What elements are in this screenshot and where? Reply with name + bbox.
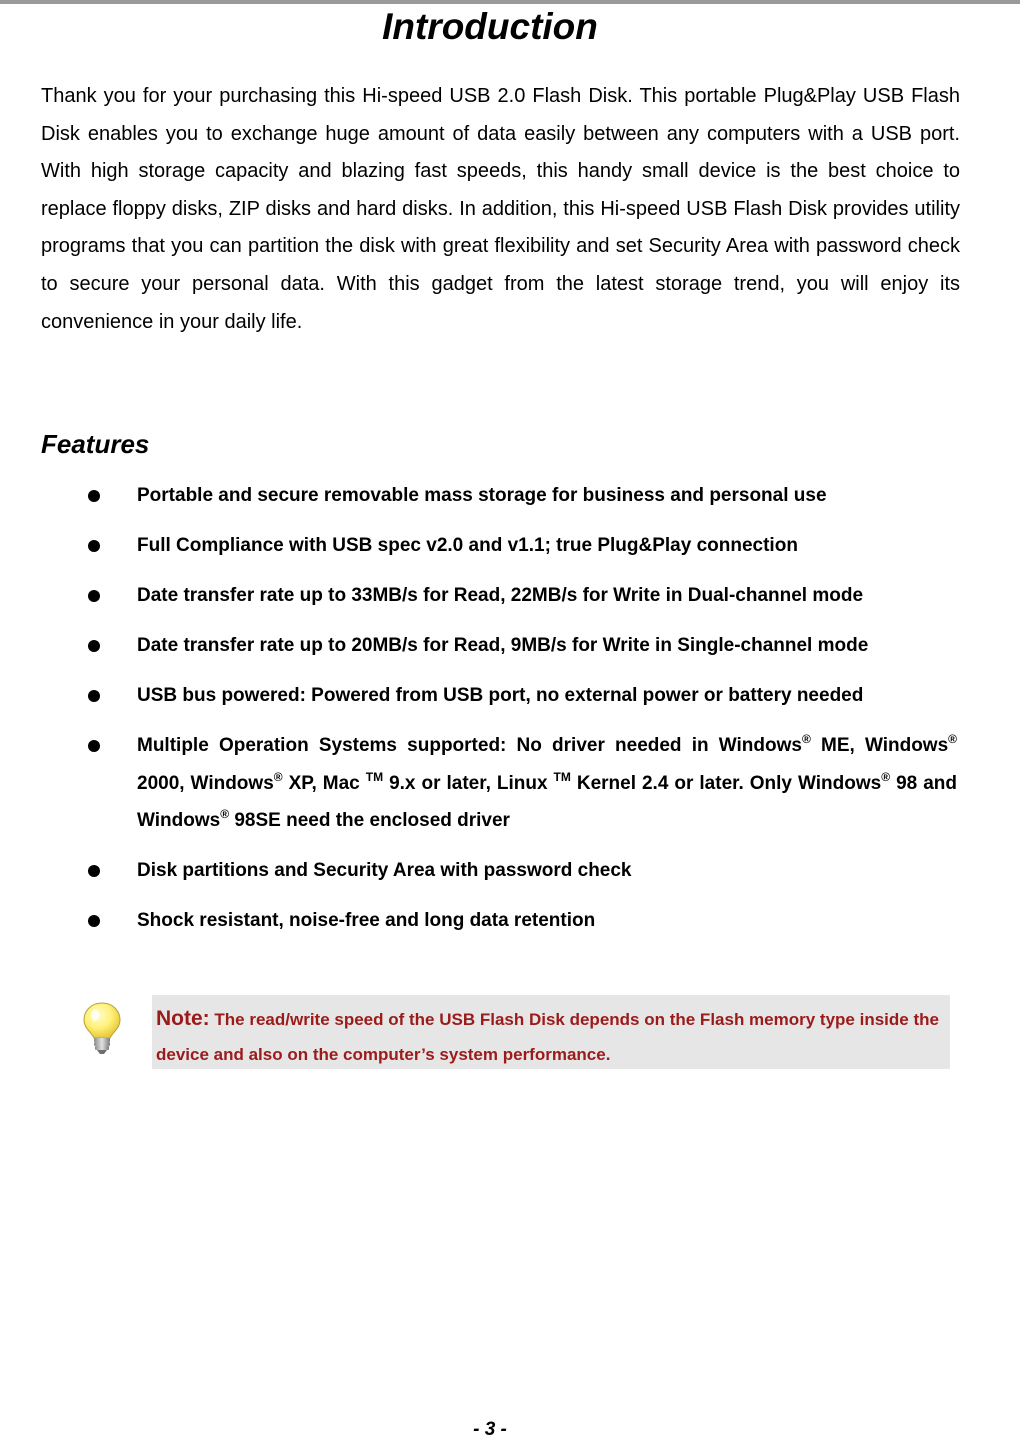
bullet-icon [88,690,100,702]
os-text-5: 9.x or later, Linux [383,772,554,794]
page-number: - 3 - [473,1419,507,1440]
os-text-1: Multiple Operation Systems supported: No driver needed in Windows [137,735,802,756]
registered-mark: ® [801,732,811,746]
registered-mark: ® [273,769,283,784]
os-text-7: 98 and Windows [137,772,957,831]
feature-item [0,852,957,890]
registered-mark: ® [220,807,230,821]
bullet-icon [88,640,100,652]
feature-item [0,477,957,515]
feature-item [0,527,957,565]
trademark-mark: TM [553,769,571,784]
note-box [152,995,950,1069]
bullet-icon [88,590,100,602]
lightbulb-icon [80,1000,124,1056]
top-rule [0,0,1020,4]
page-title: Introduction [382,6,598,47]
os-text-2: ME, Windows [810,735,949,756]
feature-text: Full Compliance with USB spec v2.0 and v1.1; true Plug&Play connection [137,535,798,556]
intro-paragraph: Thank you for your purchasing this Hi-speed USB 2.0 Flash Disk. This portable Plug&Play USB Flash Disk enables you to exchange huge amount of data easily between any computers with a USB port. With high storage capacity and blazing fast speeds, this handy small device is the best choice to replace floppy disks, ZIP disks and hard disks. In addition, this Hi-speed USB Flash Disk provides utility programs that you can partition the disk with great flexibility and set Security Area with password check to secure your personal data. With this gadget from the latest storage trend, you will enjoy its convenience in your daily life. [41,85,960,333]
feature-item [0,677,957,715]
feature-text: Disk partitions and Security Area with password check [137,860,632,881]
feature-text: Portable and secure removable mass storage for business and personal use [137,485,827,506]
registered-mark: ® [881,769,891,784]
trademark-mark: TM [365,769,384,784]
feature-item [0,577,957,615]
feature-text: Date transfer rate up to 20MB/s for Read, 9MB/s for Write in Single-channel mode [137,635,869,656]
feature-item [0,902,957,940]
feature-list [0,477,1020,952]
feature-text: Date transfer rate up to 33MB/s for Read, 22MB/s for Write in Dual-channel mode [137,585,864,606]
feature-item-os-support [0,727,957,840]
feature-text: Shock resistant, noise-free and long data retention [137,910,596,931]
bullet-icon [88,740,100,752]
os-text-3: 2000, Windows [137,772,274,794]
features-heading: Features [41,429,150,459]
os-text-8: 98SE need the enclosed driver [229,810,510,831]
bullet-icon [88,865,100,877]
bullet-icon [88,490,100,502]
feature-item [0,627,957,665]
bullet-icon [88,915,100,927]
note-label: Note: [156,1007,210,1030]
bullet-icon [88,540,100,552]
registered-mark: ® [948,732,957,746]
os-text-6: Kernel 2.4 or later. Only Windows [570,772,882,794]
feature-text: USB bus powered: Powered from USB port, no external power or battery needed [137,685,864,706]
note-text: The read/write speed of the USB Flash Disk depends on the Flash memory type inside the device and also on the computer’s system performance. [156,1010,939,1064]
os-text-4: XP, Mac [282,772,366,794]
